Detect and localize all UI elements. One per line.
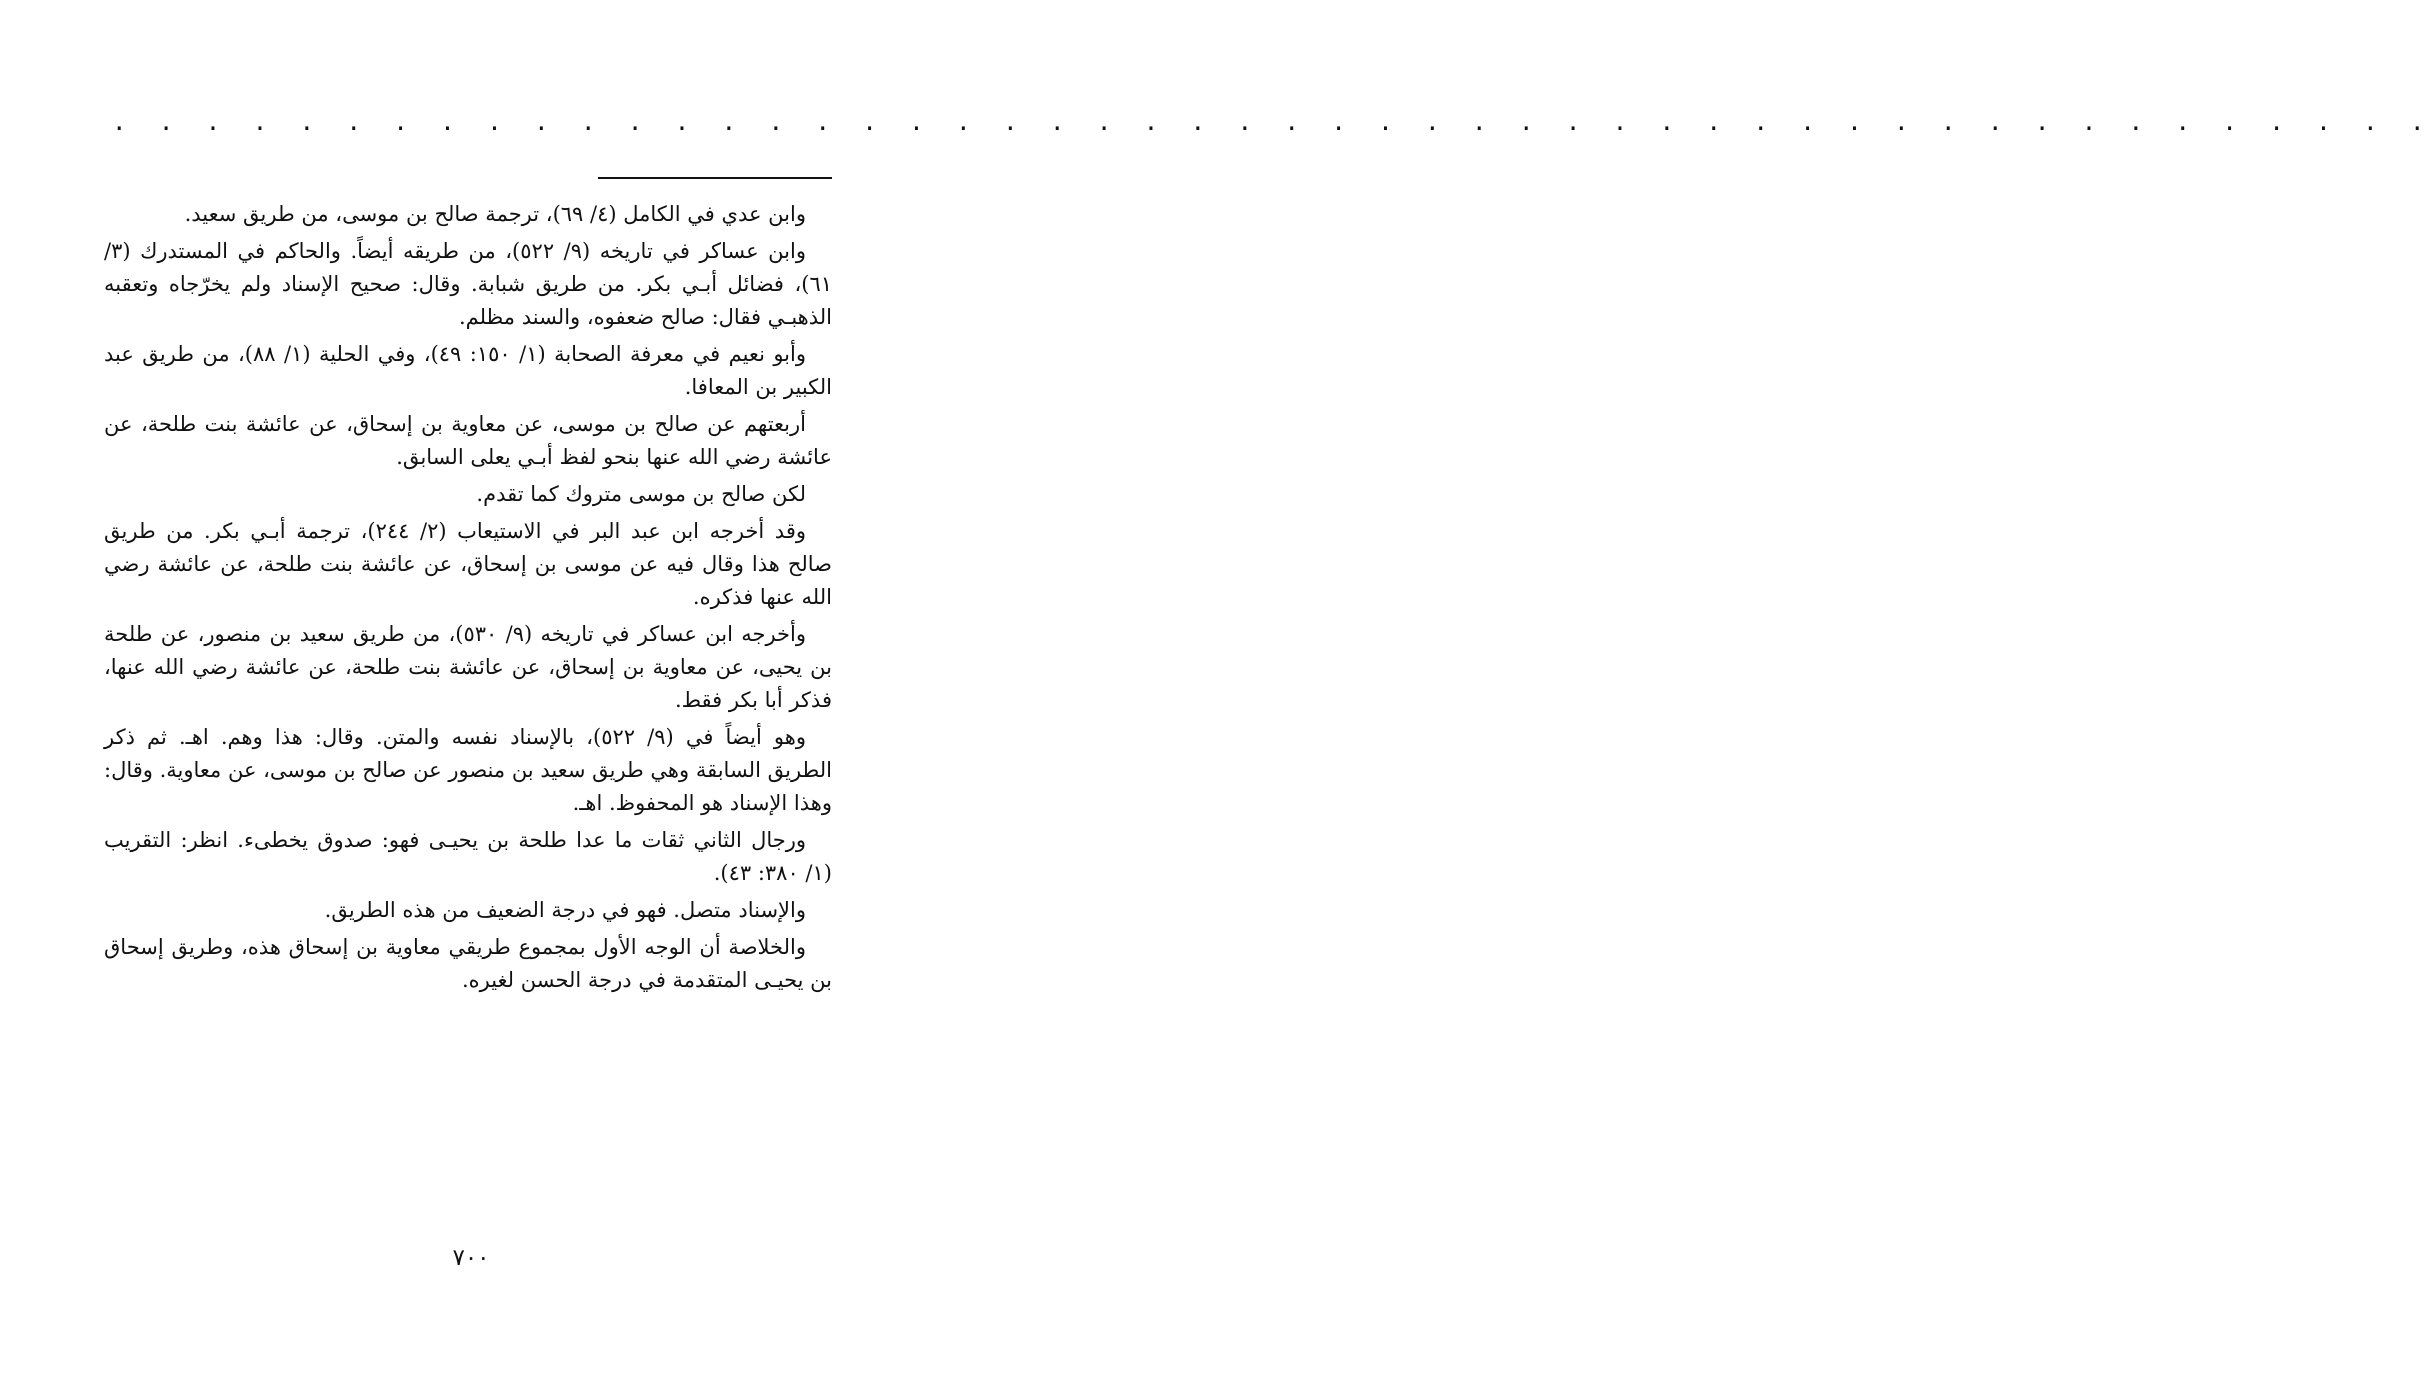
- paragraph-rijal: ورجال الثاني ثقات ما عدا طلحة بن يحيـى فهو: صدوق يخطىء. انظر: التقريب (١/ ٣٨٠: ٤٣).: [104, 828, 832, 885]
- paragraph-ibn-asakir-hakim: وابن عساكر في تاريخه (٩/ ٥٢٢)، من طريقه أيضاً. والحاكم في المستدرك (٣/ ٦١)، فضائل أبـي بكر. من طريق شبابة. وقال: صحيح الإسناد ولم يخرّجاه وتعقبه الذهبـي فقال: صالح ضعفوه، والسند مظلم.: [104, 239, 832, 329]
- paragraph-abu-nuaym: وأبو نعيم في معرفة الصحابة (١/ ١٥٠: ٤٩)، وفي الحلية (١/ ٨٨)، من طريق عبد الكبير بن المعافا.: [104, 342, 832, 399]
- footnote-text: [104, 198, 832, 1001]
- paragraph-ibn-abd-al-barr: وقد أخرجه ابن عبد البر في الاستيعاب (٢/ ٢٤٤)، ترجمة أبـي بكر. من طريق صالح هذا وقال فيه عن موسى بن إسحاق، عن عائشة بنت طلحة، عن عائشة رضي الله عنها فذكره.: [104, 519, 832, 609]
- paragraph-matruk: لكن صالح بن موسى متروك كما تقدم.: [476, 482, 806, 506]
- paragraph-khulasa: والخلاصة أن الوجه الأول بمجموع طريقي معاوية بن إسحاق هذه، وطريق إسحاق بن يحيـى المتقدمة في درجة الحسن لغيره.: [104, 935, 832, 992]
- paragraph-ibn-asakir-2: وأخرجه ابن عساكر في تاريخه (٩/ ٥٣٠)، من طريق سعيد بن منصور، عن طلحة بن يحيى، عن معاوية بن إسحاق، عن عائشة بنت طلحة، عن عائشة رضي الله عنها، فذكر أبا بكر فقط.: [104, 622, 832, 712]
- paragraph-muttasil: والإسناد متصل. فهو في درجة الضعيف من هذه الطريق.: [324, 898, 806, 922]
- paragraph-wahm: وهو أيضاً في (٩/ ٥٢٢)، بالإسناد نفسه والمتن. وقال: هذا وهم. اهـ. ثم ذكر الطريق السابقة وهي طريق سعيد بن منصور عن صالح بن موسى، عن معاوية. وقال: وهذا الإسناد هو المحفوظ. اهـ.: [104, 725, 832, 815]
- footnote-rule: [598, 177, 832, 179]
- paragraph-arbaatuhum: أربعتهم عن صالح بن موسى، عن معاوية بن إسحاق، عن عائشة بنت طلحة، عن عائشة رضي الله عنها بنحو لفظ أبـي يعلى السابق.: [104, 412, 832, 469]
- dotted-separator: . . . . . . . . . . . . . . . . . . . . . . . . . . . . . . . . . . . . . . . . . . . . . . . . . .: [112, 108, 2433, 136]
- page-number: ٧٠٠: [452, 1245, 490, 1271]
- paragraph-ibn-adi: وابن عدي في الكامل (٤/ ٦٩)، ترجمة صالح بن موسى، من طريق سعيد.: [184, 202, 806, 226]
